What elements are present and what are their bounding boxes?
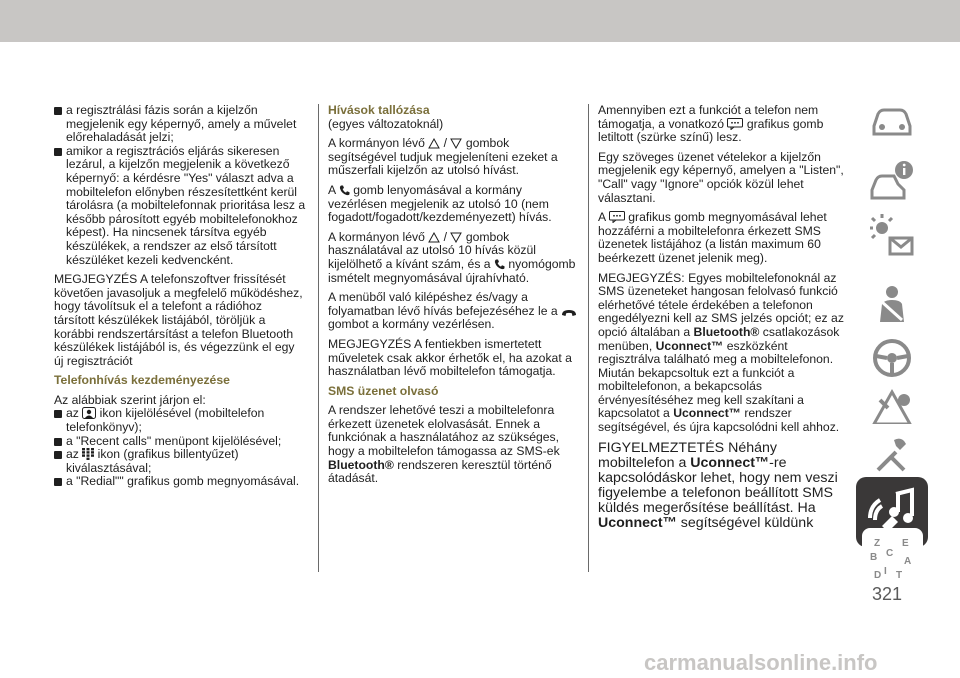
svg-text:D: D [874,570,882,581]
down-triangle-icon [450,138,462,149]
footer-watermark: carmanualsonline.info [644,650,878,675]
subtitle-text: (egyes változatoknál) [328,116,444,131]
chapter-tab-lights[interactable] [862,206,923,267]
list-item: a "Redial"" grafikus gomb megnyomásával. [54,475,306,489]
paragraph: A kormányon lévő / gombok segítségével tudjuk megjeleníteni ezeket a műszerfali kijelzőn az utolsó hívást. [328,136,558,178]
keypad-icon [82,448,94,460]
svg-text:T: T [896,570,903,581]
paragraph: Amennyiben ezt a funkciót a telefon nem támogatja, a vonatkozó grafikus gomb letiltott (szürke színű) lesz. [598,103,824,145]
down-triangle-icon [450,232,462,243]
column-3 [598,104,852,537]
bullet-icon [54,478,62,486]
up-triangle-icon [428,232,440,243]
list-item: a "Recent calls" menüpont kijelölésével; [54,435,306,449]
chapter-tab-maintenance[interactable] [862,424,923,485]
tools-icon [868,430,916,478]
note-text: MEGJEGYZÉS A telefonszoftver frissítését követően javasoljuk a megfelelő működéshez, hogy távolítsuk el a telefont a rádióhoz társított készülékek listájából, töröljük a korábbi rendszertársítást a telefon Bluetooth készülékek listájából is, és végezzünk el egy új regisztrációt [54,272,303,368]
chapter-tab-info[interactable] [862,152,923,213]
section-heading: Telefonhívás kezdeményezése [54,373,230,388]
bullet-icon [54,107,62,115]
intro-text: Az alábbiak szerint járjon el: [54,392,206,407]
svg-text:C: C [886,548,894,559]
section-heading: Hívások tallózása [328,103,430,117]
up-triangle-icon [428,138,440,149]
warning-text: FIGYELMEZTETÉS Néhány mobiltelefon a Uconnect™-re kapcsolódáskor lehet, hogy nem veszi figyelembe a telefonon beállított SMS küldés megerősítése beállítást. Ha Uconnect™ segítségével küldünk [598,439,838,531]
seatbelt-icon [868,280,916,328]
sun-mail-icon [868,212,916,260]
list-item: a regisztrálási fázis során a kijelzőn megjelenik egy képernyő, amely a művelet előrehaladását jelzi; [54,104,306,145]
chapter-tab-safety[interactable] [862,274,923,335]
car-icon [868,96,916,144]
phone-icon [339,185,350,196]
bullet-icon [54,438,62,446]
sms-icon [727,118,743,130]
bullet-icon [54,410,62,418]
index-letters-icon [868,534,916,582]
steering-wheel-icon [868,334,916,382]
paragraph: A gomb lenyomásával a kormány vezérlésen megjelenik az utolsó 10 (nem fogadott/fogadott/kezdeményezett) hívás. [328,182,552,225]
chapter-tab-car[interactable] [862,90,923,151]
chapter-tab-index[interactable] [862,528,923,589]
paragraph: A menüből való kilépéshez és/vagy a folyamatban lévő hívás befejezéséhez le a gombot a kormány vezérlésen. [328,291,580,332]
column-1 [54,104,306,489]
paragraph: A kormányon lévő / gombok használatával az utolsó 10 hívás közül kijelölhető a kívánt szám, és a nyomógomb ismételt megnyomásával újrahívható. [328,229,576,285]
svg-text:B: B [870,552,878,563]
list-item: az ikon (grafikus billentyűzet) kiválasztásával; [54,448,306,475]
phonebook-icon [82,407,96,419]
svg-text:A: A [904,556,912,567]
svg-text:I: I [884,566,887,577]
bullet-icon [54,148,62,156]
hang-up-icon [561,309,577,317]
bullet-icon [54,451,62,459]
svg-text:Z: Z [874,538,881,549]
sms-icon [609,211,625,223]
note-text: MEGJEGYZÉS: Egyes mobiltelefonoknál az SMS üzeneteket hangosan felolvasó funkció elérhetővé tétele érdekében a telefonon engedélyezni kell az SMS jelzés opciót; ez az opció általában a Bluetooth® csatlakozások menüben, Uconnect™ eszközként regisztrálva található meg a mobiltelefonon. Miután bekapcsoltuk ezt a funkciót a mobiltelefonon, a bekapcsolás érvényesítéséhez meg kell szakítani a kapcsolatot a Uconnect™ rendszer segítségével, és újra kapcsolódni kell ahhoz. [598,270,844,435]
paragraph: Egy szöveges üzenet vételekor a kijelzőn megjelenik egy képernyő, amelyen a "Listen", "Call" vagy "Ignore" opciók közül lehet választani. [598,149,844,205]
note-text: MEGJEGYZÉS A fentiekben ismertetett műveletek csak akkor érhetők el, ha azokat a használatban lévő mobiltelefon támogatja. [328,336,572,379]
phone-icon [494,259,505,270]
section-heading: SMS üzenet olvasó [328,383,439,398]
column-divider [588,104,589,572]
car-info-icon [868,158,916,206]
svg-text:E: E [902,538,909,549]
header-bar [0,0,960,42]
paragraph: A rendszer lehetővé teszi a mobiltelefonra érkezett üzenetek elolvasását. Ennek a funkciónak a használatához az szükséges, hogy a mobiltelefon támogassa az SMS-ek Bluetooth® rendszeren keresztül történő átadását. [328,403,560,486]
column-divider [318,104,319,572]
page-number: 321 [872,584,903,604]
paragraph: A grafikus gomb megnyomásával lehet hozzáférni a mobiltelefonra érkezett SMS üzenetek listájához (a listán maximum 60 beérkezett üzenet jelenik meg). [598,210,827,265]
list-item: az ikon kijelölésével (mobiltelefon telefonkönyv); [54,407,306,434]
column-2 [328,104,580,492]
list-item: amikor a regisztrációs eljárás sikeresen lezárul, a kijelzőn megjelenik a következő képernyő: a kérdésre "Yes" választ adva a mobiltelefon előnyben részesítettként kerül tárolásra (a mobiltelefonnak prioritása lesz a később párosított egyéb mobiltelefonokhoz képest). Ha nincsenek társítva egyéb készülékek, a rendszer az első társított készüléket kezeli kedvencként. [54,145,306,267]
